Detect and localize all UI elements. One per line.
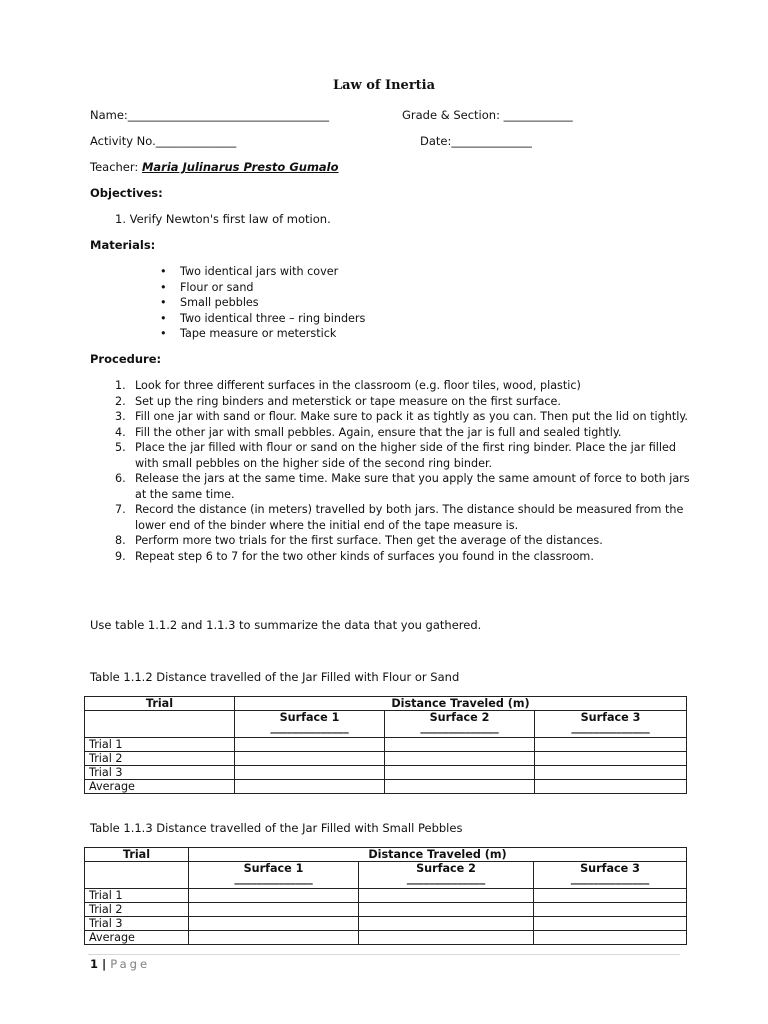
page-number: 1 |	[90, 957, 111, 971]
step-number: 9.	[115, 549, 126, 563]
table-row: Trial 3	[85, 766, 687, 780]
blank-line: ______________	[406, 872, 486, 885]
procedure-step	[115, 549, 690, 565]
step-text: Release the jars at the same time. Make sure that you apply the same amount of force to both jars at the same time.	[135, 472, 690, 501]
material-item: • Flour or sand	[160, 280, 365, 296]
table2-small-pebbles	[84, 847, 687, 945]
table-row: Trial 3	[85, 917, 687, 931]
blank-line: ______________	[270, 721, 349, 734]
step-number: 6.	[115, 472, 126, 485]
footer-divider	[88, 954, 680, 955]
table1-surface-header: Surface 2 ______________	[385, 711, 535, 738]
procedure-step	[115, 394, 690, 410]
step-number: 7.	[115, 503, 126, 516]
step-text: Fill one jar with sand or flour. Make sure to pack it as tightly as you can. Then put the lid on tightly.	[135, 410, 688, 423]
page-label: Page	[110, 957, 151, 971]
material-item: • Tape measure or meterstick	[160, 326, 365, 342]
blank-line: ______________	[570, 872, 650, 885]
step-text: Place the jar filled with flour or sand on the higher side of the first ring binder. Place the jar filled with small pebbles on the higher side of the second ring binder.	[135, 441, 676, 470]
table-row: Trial 1	[85, 738, 687, 752]
procedure-step	[115, 440, 690, 471]
table2-caption: Table 1.1.3 Distance travelled of the Jar Filled with Small Pebbles	[90, 821, 463, 835]
procedure-heading: Procedure:	[90, 352, 162, 366]
material-item: • Small pebbles	[160, 295, 365, 311]
blank-line: ______________	[571, 721, 650, 734]
table2-empty-cell	[85, 862, 189, 889]
table1-surface-header: Surface 3 ______________	[535, 711, 687, 738]
step-number: 2.	[115, 394, 126, 408]
table1-distance-header: Distance Traveled (m)	[235, 697, 687, 711]
blank-line: ______________	[234, 872, 313, 885]
table-row: Average	[85, 780, 687, 794]
table1-flour-sand	[84, 696, 687, 794]
table1-trial-header: Trial	[85, 697, 235, 711]
step-text: Set up the ring binders and meterstick or tape measure on the first surface.	[135, 394, 561, 408]
table2-surface-header: Surface 3 ______________	[534, 862, 687, 889]
procedure-step	[115, 378, 690, 394]
table2-trial-header: Trial	[85, 848, 189, 862]
procedure-step	[115, 425, 690, 441]
step-text: Fill the other jar with small pebbles. Again, ensure that the jar is full and sealed tightly.	[135, 425, 622, 439]
teacher-name: Maria Julinarus Presto Gumalo	[141, 160, 339, 174]
step-number: 4.	[115, 425, 126, 439]
procedure-steps	[115, 378, 690, 564]
table1-surface-header: Surface 1 ______________	[235, 711, 385, 738]
page-footer	[90, 957, 150, 971]
step-text: Record the distance (in meters) travelled by both jars. The distance should be measured from the lower end of the binder where the initial end of the tape measure is.	[135, 503, 684, 532]
grade-section-field: Grade & Section: ____________	[402, 108, 573, 122]
activity-number-field: Activity No.______________	[90, 134, 237, 148]
procedure-step	[115, 502, 690, 533]
procedure-step	[115, 533, 690, 549]
objective-item: 1. Verify Newton's first law of motion.	[115, 212, 331, 226]
materials-heading: Materials:	[90, 238, 156, 252]
date-field: Date:______________	[420, 134, 532, 148]
table-instruction: Use table 1.1.2 and 1.1.3 to summarize the data that you gathered.	[90, 618, 482, 632]
table2-surface-header: Surface 1 ______________	[189, 862, 359, 889]
teacher-line	[90, 160, 339, 174]
table2-surface-header: Surface 2 ______________	[359, 862, 534, 889]
table-row: Trial 2	[85, 752, 687, 766]
step-number: 8.	[115, 534, 126, 547]
procedure-step	[115, 471, 690, 502]
name-field: Name:___________________________________	[90, 108, 330, 122]
blank-line: ______________	[420, 721, 499, 734]
material-item: • Two identical three – ring binders	[160, 311, 365, 327]
materials-list	[160, 264, 365, 342]
table-row: Trial 2	[85, 903, 687, 917]
step-number: 1.	[115, 379, 126, 392]
step-text: Perform more two trials for the first surface. Then get the average of the distances.	[135, 534, 603, 547]
table-row: Trial 1	[85, 889, 687, 903]
table-row: Average	[85, 931, 687, 945]
step-text: Repeat step 6 to 7 for the two other kinds of surfaces you found in the classroom.	[135, 549, 594, 563]
procedure-step	[115, 409, 690, 425]
step-number: 5.	[115, 441, 126, 454]
table1-empty-cell	[85, 711, 235, 738]
teacher-label: Teacher:	[90, 160, 142, 174]
table1-caption: Table 1.1.2 Distance travelled of the Jar Filled with Flour or Sand	[90, 670, 460, 684]
table2-distance-header: Distance Traveled (m)	[189, 848, 687, 862]
material-item: • Two identical jars with cover	[160, 264, 365, 280]
step-number: 3.	[115, 410, 126, 423]
step-text: Look for three different surfaces in the classroom (e.g. floor tiles, wood, plastic)	[135, 379, 581, 392]
page-title: Law of Inertia	[332, 78, 436, 93]
objectives-heading: Objectives:	[90, 186, 163, 200]
